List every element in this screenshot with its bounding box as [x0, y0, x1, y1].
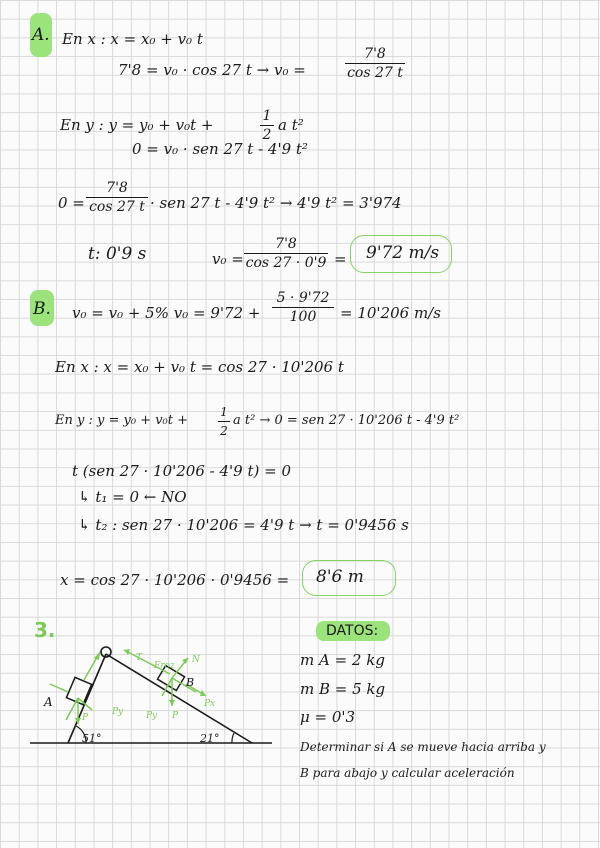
a-line-5-fraction [86, 180, 148, 215]
b-line-3a: En y : y = y₀ + v₀t + [55, 413, 189, 428]
b-l1-den: 100 [289, 309, 317, 325]
a-half-fraction [260, 108, 274, 143]
a-t-value: t: 0'9 s [88, 244, 147, 264]
a-line-3b: a t² [278, 116, 304, 134]
b-line-3b: a t² → 0 = sen 27 · 10'206 t - 4'9 t² [233, 413, 460, 428]
force-p-a-label: P [82, 713, 89, 723]
a-line-5b: · sen 27 t - 4'9 t² → 4'9 t² = 3'974 [150, 194, 402, 212]
inclined-planes-diagram [20, 640, 280, 760]
a-line-1: En x : x = x₀ + v₀ t [62, 30, 203, 48]
force-py-label: Py [146, 711, 158, 721]
problem-3-desc-2: B para abajo y calcular aceleración [300, 766, 515, 780]
a-v0-fraction [244, 236, 328, 271]
datos-mass-a: m A = 2 kg [300, 651, 385, 669]
a-line-5a: 0 = [58, 194, 85, 212]
a-line-3a: En y : y = y₀ + v₀t + [60, 116, 214, 134]
a-equals: = [334, 250, 347, 268]
force-py-a-label: Py [112, 707, 124, 717]
a-half-den: 2 [262, 127, 272, 143]
force-p-label: P [172, 711, 179, 721]
b-line-4: t (sen 27 · 10'206 - 4'9 t) = 0 [72, 462, 291, 480]
problem-3-label: 3. [34, 618, 56, 642]
angle-right-label: 21° [200, 732, 220, 745]
a-l2-den: cos 27 t [347, 65, 403, 81]
a-line-2: 7'8 = v₀ · cos 27 t → v₀ = [118, 61, 306, 79]
diagram-label-a: A [44, 695, 53, 709]
b-line-1b: = 10'206 m/s [340, 304, 441, 322]
b-line-1-fraction [272, 290, 334, 325]
a-v0-num: 7'8 [275, 236, 297, 252]
b-half-num: 1 [220, 405, 228, 419]
b-line-5: ↳ t₁ = 0 ← NO [78, 488, 187, 506]
a-l5-den: cos 27 t [89, 199, 145, 215]
a-result: 9'72 m/s [366, 243, 440, 263]
b-line-2: En x : x = x₀ + v₀ t = cos 27 · 10'206 t [55, 358, 344, 376]
angle-left-label: 51° [82, 732, 102, 745]
force-px-label: Px [204, 699, 216, 709]
a-line-2-fraction [345, 46, 405, 81]
force-froz-label: Froz [154, 661, 175, 671]
a-line-4: 0 = v₀ · sen 27 t - 4'9 t² [132, 140, 308, 158]
b-half-den: 2 [220, 424, 228, 438]
b-line-7: x = cos 27 · 10'206 · 0'9456 = [60, 571, 290, 589]
datos-friction: μ = 0'3 [300, 708, 356, 726]
problem-3-desc-1: Determinar si A se mueve hacia arriba y [300, 740, 546, 754]
label-b: B. [33, 299, 51, 319]
a-l2-num: 7'8 [364, 46, 386, 62]
b-line-6: ↳ t₂ : sen 27 · 10'206 = 4'9 t → t = 0'9456 s [78, 516, 409, 534]
b-half-fraction [218, 404, 230, 439]
diagram-label-b: B [186, 676, 195, 689]
a-half-num: 1 [262, 108, 272, 124]
a-v0-label: v₀ = [212, 250, 244, 268]
b-l1-num: 5 · 9'72 [276, 290, 330, 306]
a-v0-den: cos 27 · 0'9 [245, 255, 327, 271]
b-result: 8'6 m [316, 567, 364, 587]
label-a: A. [32, 25, 50, 45]
force-t-label: T [136, 653, 143, 663]
a-l5-num: 7'8 [106, 180, 128, 196]
b-line-1a: v₀ = v₀ + 5% v₀ = 9'72 + [72, 304, 261, 322]
force-n-label: N [192, 655, 200, 665]
datos-title: DATOS: [326, 623, 379, 639]
datos-mass-b: m B = 5 kg [300, 680, 386, 698]
